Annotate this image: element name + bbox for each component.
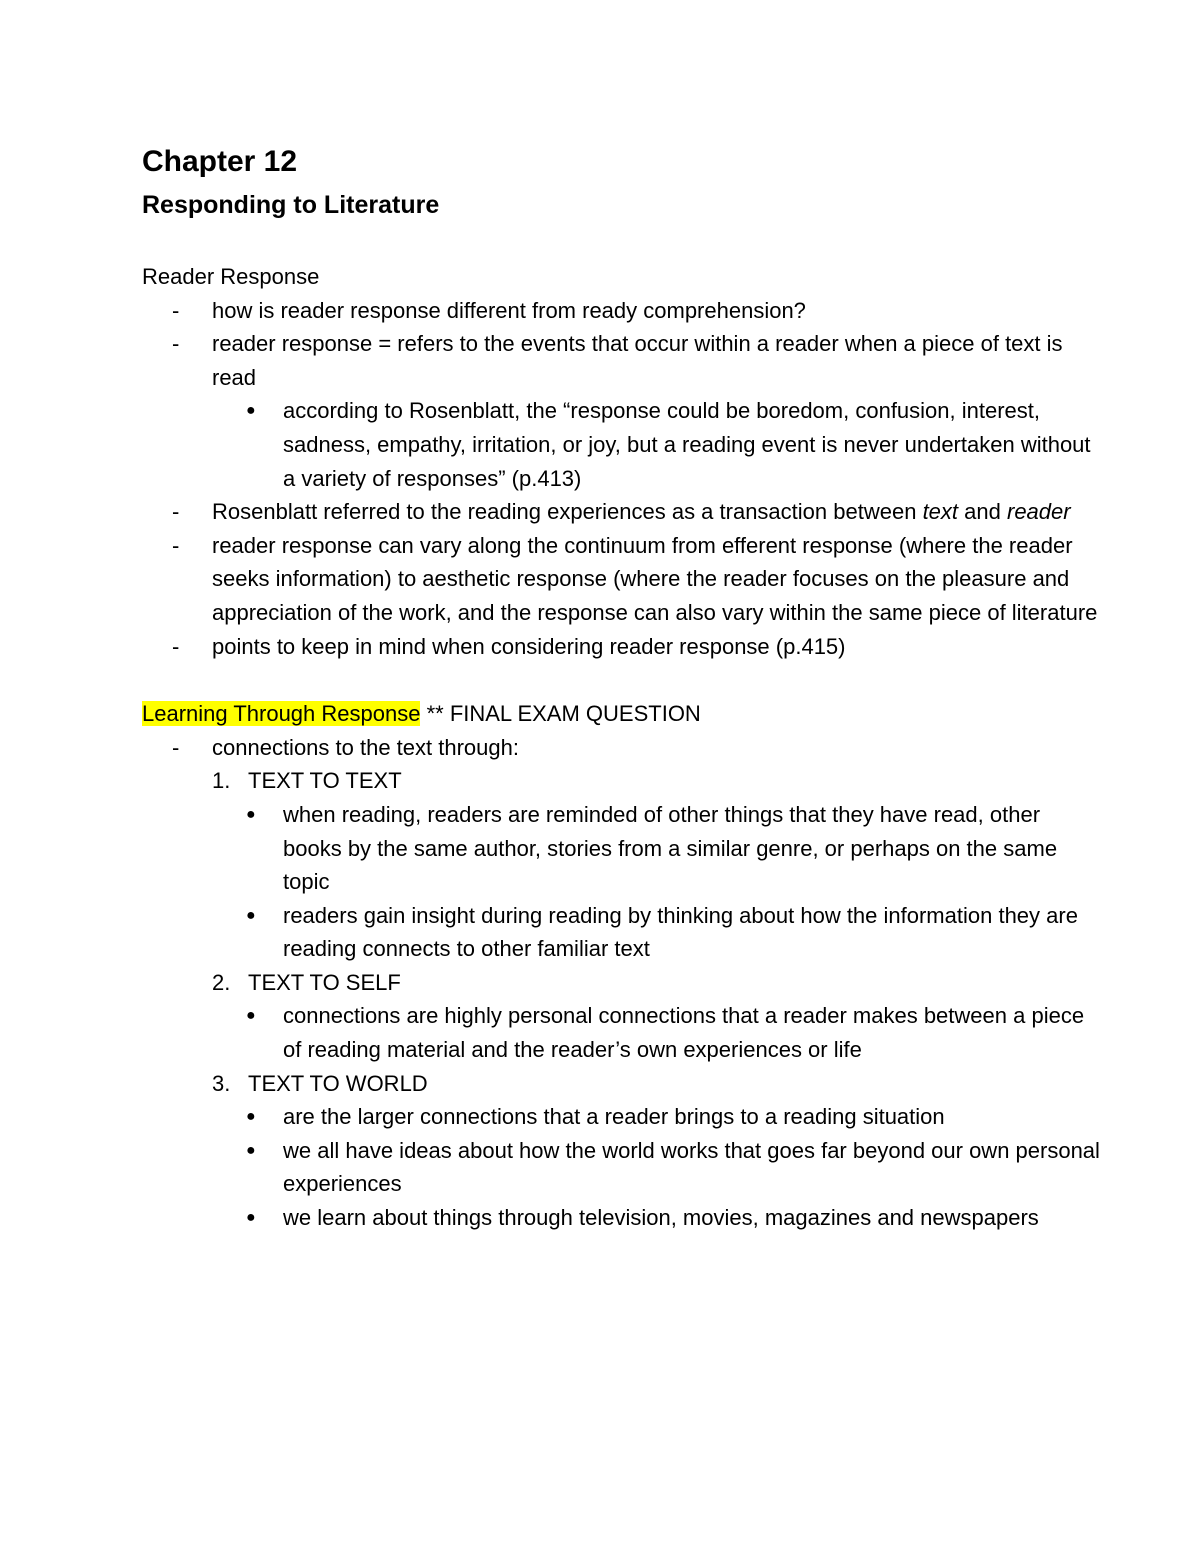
list-item-text: readers gain insight during reading by thinking about how the information they are reading connects to other familiar text (283, 902, 1078, 962)
list-item-text: when reading, readers are reminded of other things that they have read, other books by the same author, stories from a similar genre, or perhaps on the same topic (283, 801, 1058, 895)
dash-marker: - (172, 297, 180, 323)
bullet-marker: ● (246, 1209, 256, 1227)
list-item (142, 495, 1102, 529)
list-item-text: we all have ideas about how the world works that goes far beyond our own personal experiences (283, 1137, 1100, 1197)
dash-marker: - (172, 499, 180, 525)
highlighted-heading: Learning Through Response (142, 701, 421, 727)
list-item-text: connections are highly personal connections that a reader makes between a piece of reading material and the reader’s own experiences or life (283, 1003, 1085, 1063)
section-heading-learning-through-response (142, 697, 1102, 731)
list-item (142, 798, 1102, 899)
numbered-item-text-to-self (142, 966, 1102, 1000)
spacer (142, 663, 1102, 697)
list-item (212, 394, 1102, 495)
bullet-marker: ● (246, 1108, 256, 1126)
dash-marker: - (172, 734, 180, 760)
bullet-marker: ● (246, 805, 256, 823)
list-item (142, 731, 1102, 765)
document-body (142, 140, 1102, 1235)
bullet-list-text-to-text (142, 798, 1102, 966)
numbered-item-label: TEXT TO TEXT (248, 768, 402, 794)
nested-bullet-list (212, 394, 1102, 495)
bullet-marker: ● (246, 402, 256, 420)
numbered-item-label: TEXT TO WORLD (248, 1070, 428, 1096)
connections-numbered-list (142, 764, 1102, 798)
emphasis-reader: reader (1007, 499, 1071, 525)
list-item (142, 999, 1102, 1066)
list-item (142, 630, 1102, 664)
bullet-marker: ● (246, 906, 256, 924)
list-item-text: are the larger connections that a reader brings to a reading situation (283, 1104, 945, 1130)
connections-numbered-list (142, 966, 1102, 1000)
section-heading-reader-response: Reader Response (142, 264, 320, 289)
bullet-list-text-to-world (142, 1100, 1102, 1234)
chapter-title: Chapter 12 (142, 145, 298, 178)
list-item (142, 1100, 1102, 1134)
number-marker: 2. (212, 969, 231, 995)
list-item (142, 1201, 1102, 1235)
numbered-item-text-to-text (142, 764, 1102, 798)
reader-response-list (142, 294, 1102, 664)
dash-marker: - (172, 633, 180, 659)
list-item-text: according to Rosenblatt, the “response could be boredom, confusion, interest, sadness, empathy, irritation, or joy, but a reading event is never undertaken without a variety of responses” (p.413) (283, 398, 1091, 491)
list-item-text: connections to the text through: (212, 734, 519, 760)
emphasis-text: text (922, 499, 959, 525)
number-marker: 3. (212, 1070, 231, 1096)
numbered-item-label: TEXT TO SELF (248, 969, 401, 995)
number-marker: 1. (212, 768, 231, 794)
learning-list (142, 731, 1102, 765)
bullet-marker: ● (246, 1141, 256, 1159)
chapter-subtitle: Responding to Literature (142, 191, 440, 219)
dash-marker: - (172, 331, 180, 357)
numbered-item-text-to-world (142, 1067, 1102, 1101)
list-item (142, 327, 1102, 495)
list-item-text: reader response can vary along the continuum from efferent response (where the reader seeks information) to aesthetic response (where the reader focuses on the pleasure and appreciation of the work, and the response can also vary within the same piece of literature (212, 532, 1098, 625)
connections-numbered-list (142, 1067, 1102, 1101)
list-item (142, 529, 1102, 630)
list-item-text: reader response = refers to the events that occur within a reader when a piece of text is read (212, 331, 1063, 390)
list-item-text: and (964, 499, 1001, 525)
bullet-list-text-to-self (142, 999, 1102, 1066)
spacer (142, 226, 1102, 260)
list-item (142, 294, 1102, 328)
list-item (142, 899, 1102, 966)
list-item (142, 1134, 1102, 1201)
bullet-marker: ● (246, 1007, 256, 1025)
final-exam-note: ** FINAL EXAM QUESTION (420, 701, 701, 727)
list-item-text: points to keep in mind when considering reader response (p.415) (212, 633, 846, 659)
list-item-text: how is reader response different from ready comprehension? (212, 297, 806, 323)
list-item-text: we learn about things through television, movies, magazines and newspapers (283, 1205, 1039, 1231)
dash-marker: - (172, 532, 180, 558)
list-item-text: Rosenblatt referred to the reading experiences as a transaction between (212, 499, 917, 525)
